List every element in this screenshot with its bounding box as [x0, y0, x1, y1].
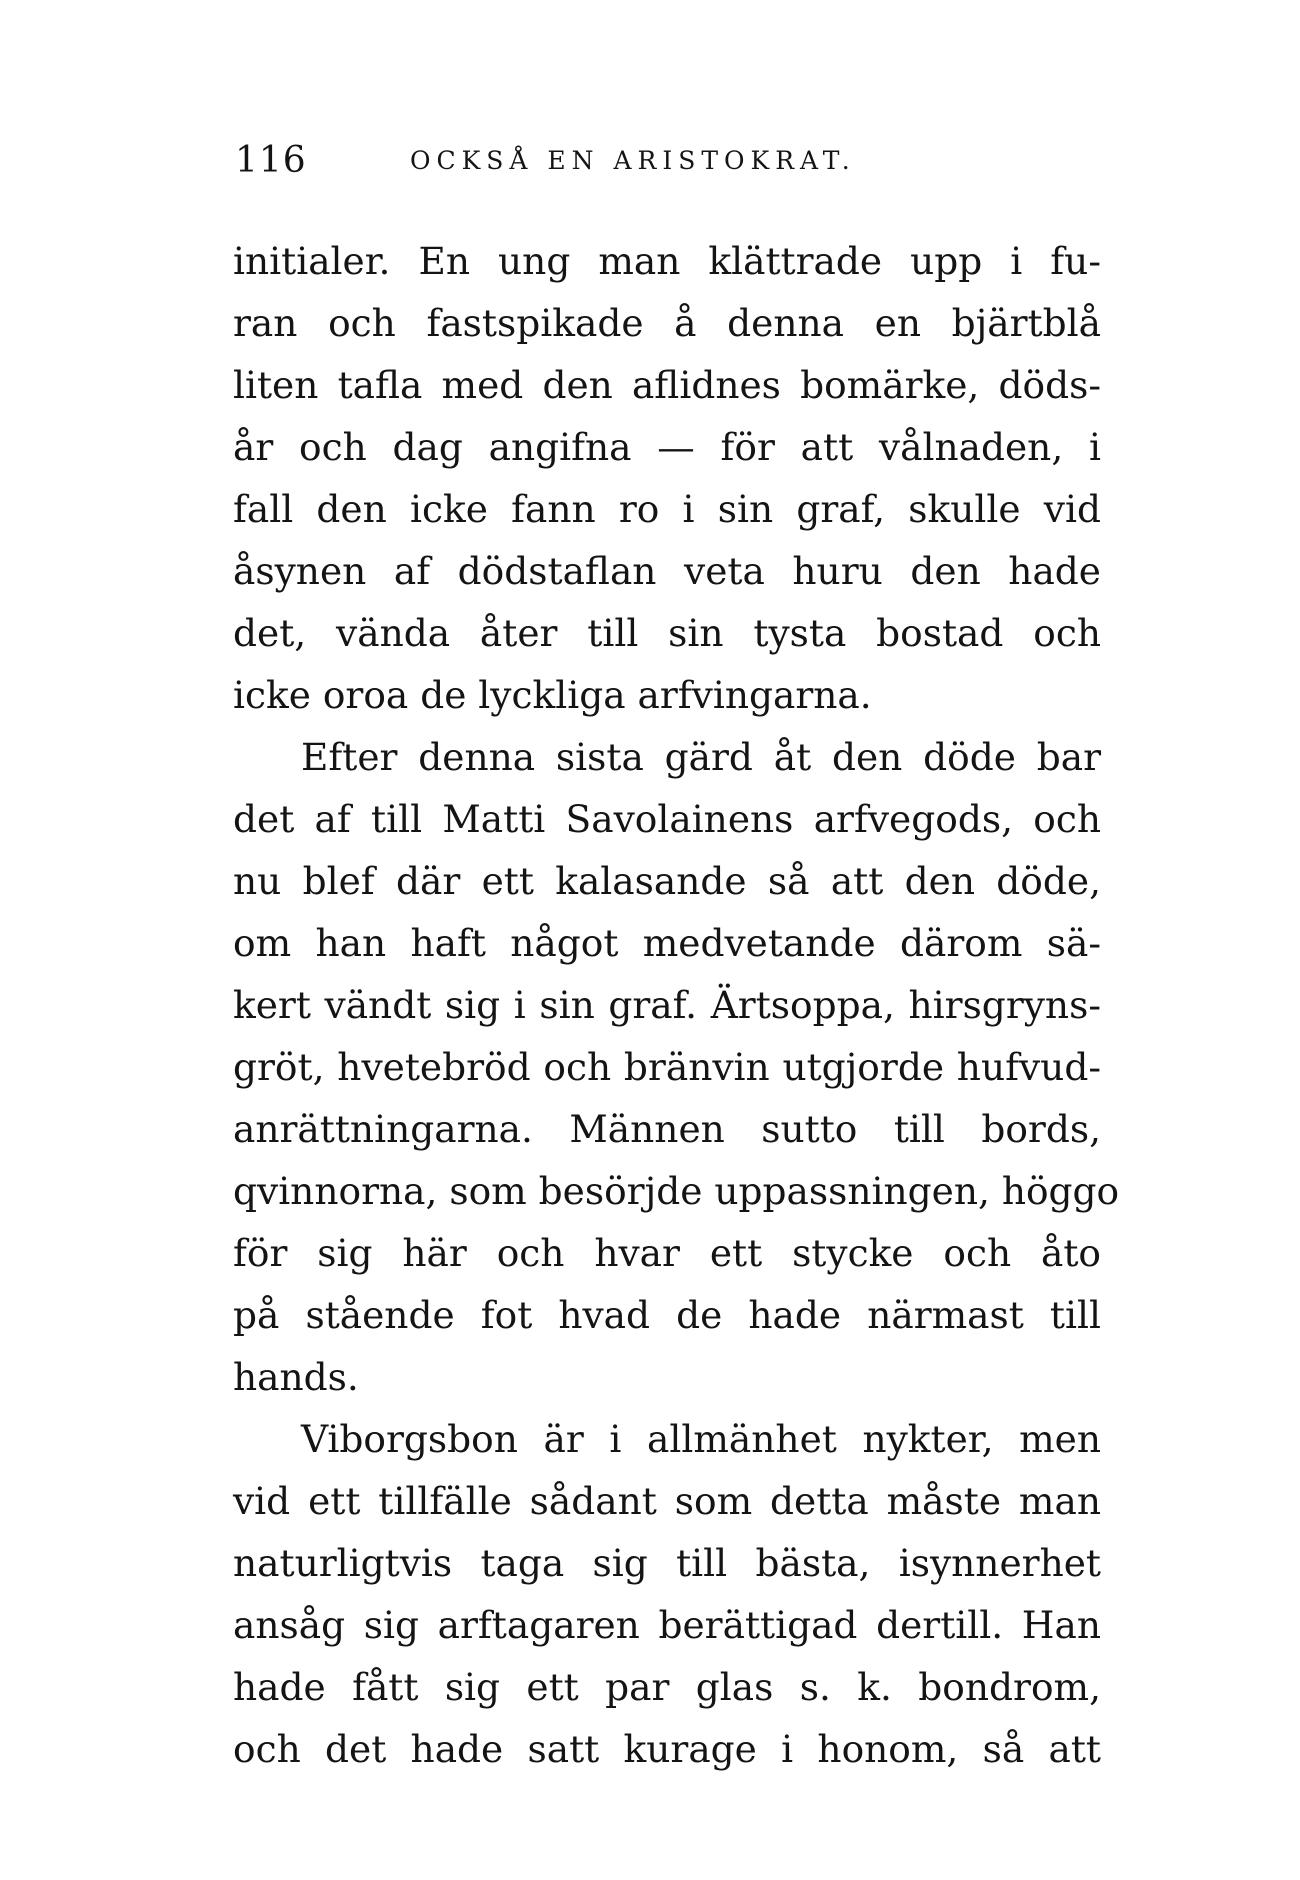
text-line: på stående fot hvad de hade närmast till [233, 1293, 1101, 1337]
paragraph-first-line: Efter denna sista gärd åt den döde bar [301, 735, 1101, 779]
text-line: det, vända åter till sin tysta bostad och [233, 611, 1101, 655]
body-text [233, 230, 1120, 1780]
text-line: hands. [233, 1355, 359, 1399]
text-line: och det hade satt kurage i honom, så att [233, 1727, 1101, 1771]
text-line: anrättningarna. Männen sutto till bords, [233, 1107, 1101, 1151]
text-line: vid ett tillfälle sådant som detta måste man [233, 1479, 1101, 1523]
text-line: nu blef där ett kalasande så att den döde, [233, 859, 1101, 903]
text-line: initialer. En ung man klättrade upp i fu- [233, 239, 1101, 283]
text-line: liten tafla med den aflidnes bomärke, döds- [233, 363, 1101, 407]
running-head: OCKSÅ EN ARISTOKRAT. [410, 146, 856, 175]
text-line: qvinnorna, som besörjde uppassningen, höggo [233, 1169, 1120, 1213]
text-line: kert vändt sig i sin graf. Ärtsoppa, hirsgryns- [233, 983, 1101, 1027]
paragraph-first-line: Viborgsbon är i allmänhet nykter, men [301, 1417, 1101, 1461]
text-line: gröt, hvetebröd och bränvin utgjorde hufvud- [233, 1045, 1101, 1089]
text-line: hade fått sig ett par glas s. k. bondrom, [233, 1665, 1101, 1709]
page-header [235, 140, 1095, 190]
text-line: fall den icke fann ro i sin graf, skulle vid [233, 487, 1101, 531]
text-line: icke oroa de lyckliga arfvingarna. [233, 673, 872, 717]
text-line: om han haft något medvetande därom sä- [233, 921, 1101, 965]
page-number: 116 [235, 140, 307, 181]
text-line: åsynen af dödstaflan veta huru den hade [233, 549, 1101, 593]
text-line: det af till Matti Savolainens arfvegods, och [233, 797, 1101, 841]
text-line: ansåg sig arftagaren berättigad dertill. Han [233, 1603, 1101, 1647]
text-line: naturligtvis taga sig till bästa, isynnerhet [233, 1541, 1101, 1585]
text-line: år och dag angifna — för att vålnaden, i [233, 425, 1101, 469]
text-line: ran och fastspikade å denna en bjärtblå [233, 301, 1101, 345]
text-line: för sig här och hvar ett stycke och åto [233, 1231, 1101, 1275]
